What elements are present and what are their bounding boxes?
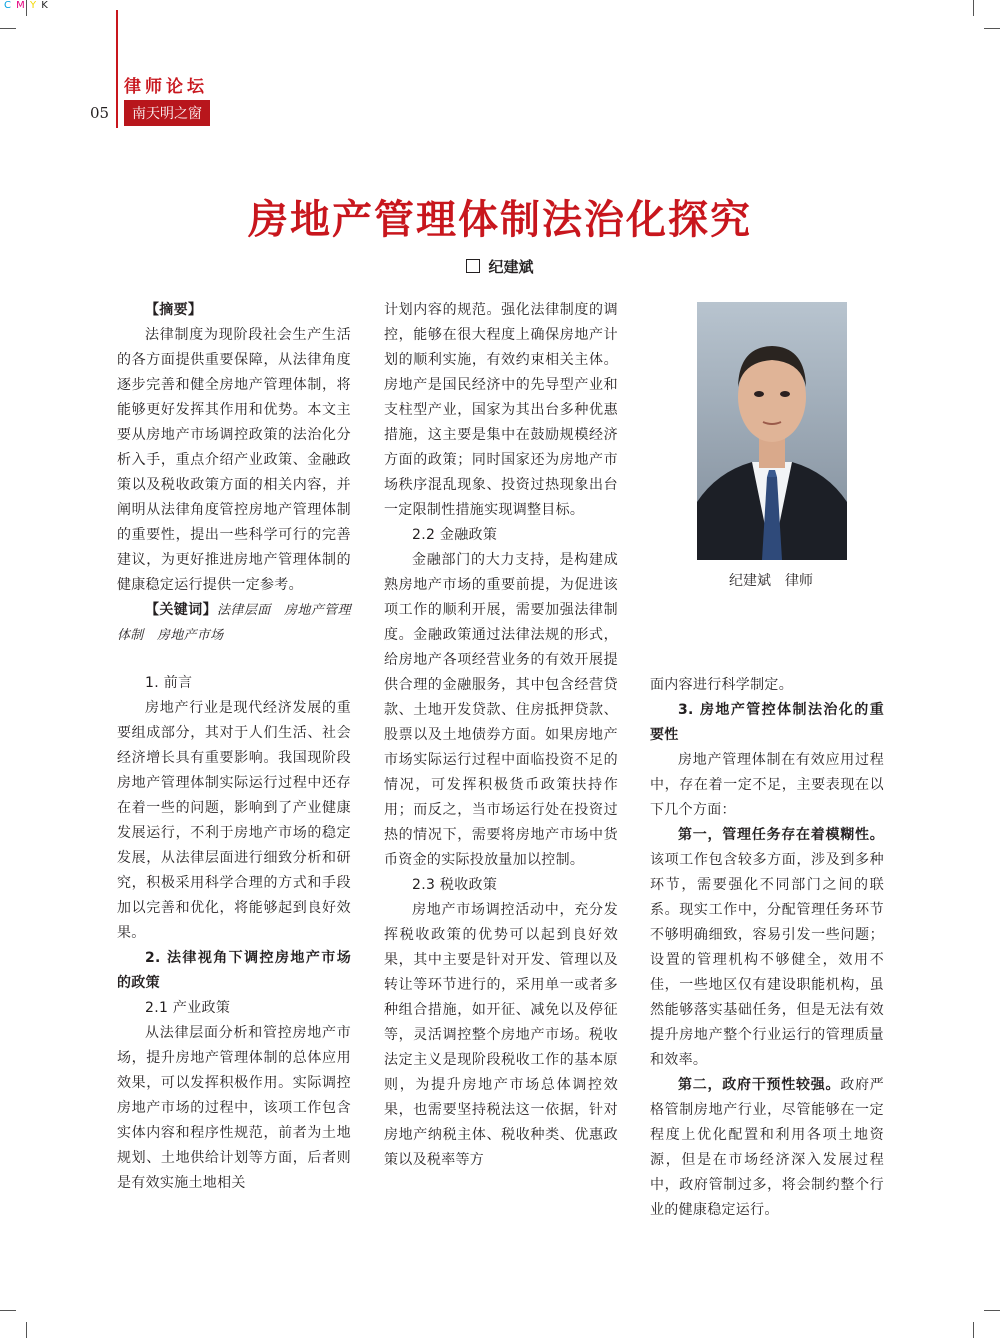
cmyk-color-bar: C M Y K bbox=[4, 0, 49, 11]
section-2-heading: 2. 法律视角下调控房地产市场的政策 bbox=[117, 950, 351, 991]
crop-mark bbox=[0, 1310, 16, 1311]
abstract-heading: 【摘要】 bbox=[145, 302, 203, 318]
section-2-2-heading: 2.2 金融政策 bbox=[412, 527, 498, 543]
point-1-lead: 第一，管理任务存在着模糊性。 bbox=[678, 827, 884, 843]
point-1 bbox=[650, 823, 884, 1073]
keywords-heading: 【关键词】 bbox=[145, 602, 218, 618]
article-title: 房地产管理体制法治化探究 bbox=[248, 197, 752, 243]
crop-mark bbox=[26, 1322, 27, 1338]
column-2 bbox=[384, 298, 618, 1173]
section-2-2-text: 金融部门的大力支持，是构建成熟房地产市场的重要前提，为促进该项工作的顺利开展，需要加强法律制度。金融政策通过法律法规的形式，给房地产各项经营业务的有效开展提供合理的金融服务，其中包含经营贷款、土地开发贷款、住房抵押贷款、股票以及土地债券方面。如果房地产市场实际运行过程中面临投资不足的情况，可发挥积极货币政策扶持作用；而反之，当市场运行处在投资过热的情况下，需要将房地产市场中货币资金的实际投放量加以控制。 bbox=[384, 552, 618, 868]
keywords-text: 法律层面 房地产管理体制 房地产市场 bbox=[117, 603, 351, 643]
column-tag: 南天明之窗 bbox=[124, 100, 210, 126]
crop-mark bbox=[984, 28, 1000, 29]
section-2-3-heading: 2.3 税收政策 bbox=[412, 877, 498, 893]
section-name: 律师论坛 bbox=[124, 77, 208, 97]
page-number: 05 bbox=[90, 104, 110, 122]
author-name: 纪建斌 bbox=[488, 258, 534, 276]
author-photo bbox=[697, 302, 847, 560]
section-2-1-text: 从法律层面分析和管控房地产市场，提升房地产管理体制的总体应用效果，可以发挥积极作用。实际调控房地产市场的过程中，该项工作包含实体内容和程序性规范，前者为土地规划、土地供给计划等方面，后者则是有效实施土地相关 bbox=[117, 1025, 351, 1191]
section-2-3-continued: 面内容进行科学制定。 bbox=[650, 677, 793, 693]
column-1 bbox=[117, 298, 351, 1196]
author-line bbox=[0, 256, 1000, 277]
crop-mark bbox=[0, 28, 16, 29]
section-2-1-continued: 计划内容的规范。强化法律制度的调控，能够在很大程度上确保房地产计划的顺利实施，有效约束相关主体。房地产是国民经济中的先导型产业和支柱型产业，国家为其出台多种优惠措施，这主要是集中在鼓励规模经济方面的政策；同时国家还为房地产市场秩序混乱现象、投资过热现象出台一定限制性措施实现调整目标。 bbox=[384, 302, 618, 518]
section-2-3-text: 房地产市场调控活动中，充分发挥税收政策的优势可以起到良好效果，其中主要是针对开发、管理以及转让等环节进行的，采用单一或者多种组合措施，如开征、减免以及停征等，灵活调控整个房地产市场。税收法定主义是现阶段税收工作的基本原则，为提升房地产市场总体调控效果，也需要坚持税法这一依据，针对房地产纳税主体、税收种类、优惠政策以及税率等方 bbox=[384, 902, 618, 1168]
point-1-text: 该项工作包含较多方面，涉及到多种环节，需要强化不同部门之间的联系。现实工作中，分配管理任务环节不够明确细致，容易引发一些问题；设置的管理机构不够健全，效用不佳，一些地区仅有建设职能机构，虽然能够落实基础任务，但是无法有效提升房地产整个行业运行的管理质量和效率。 bbox=[650, 852, 884, 1068]
section-1-heading: 1. 前言 bbox=[145, 675, 193, 691]
section-3-heading: 3. 房地产管控体制法治化的重要性 bbox=[650, 702, 884, 743]
abstract-text: 法律制度为现阶段社会生产生活的各方面提供重要保障，从法律角度逐步完善和健全房地产管理体制，将能够更好发挥其作用和优势。本文主要从房地产市场调控政策的法治化分析入手，重点介绍产业政策、金融政策以及税收政策方面的相关内容，并阐明从法律角度管控房地产管理体制的重要性，提出一些科学可行的完善建议，为更好推进房地产管理体制的健康稳定运行提供一定参考。 bbox=[117, 327, 351, 593]
header-rule bbox=[116, 10, 118, 128]
section-2-1-heading: 2.1 产业政策 bbox=[145, 1000, 231, 1016]
square-icon bbox=[466, 259, 480, 273]
photo-caption: 纪建斌 律师 bbox=[729, 573, 813, 589]
crop-mark bbox=[973, 1322, 974, 1338]
point-2 bbox=[650, 1073, 884, 1223]
keywords bbox=[117, 598, 351, 648]
section-1-text: 房地产行业是现代经济发展的重要组成部分，其对于人们生活、社会经济增长具有重要影响。我国现阶段房地产管理体制实际运行过程中还存在着一些的问题，影响到了产业健康发展运行，不利于房地产市场的稳定发展，从法律层面进行细致分析和研究，积极采用科学合理的方式和手段加以完善和优化，将能够起到良好效果。 bbox=[117, 700, 351, 941]
point-2-lead: 第二，政府干预性较强。 bbox=[678, 1077, 841, 1093]
column-3 bbox=[650, 673, 884, 1223]
point-2-text: 政府严格管制房地产行业，尽管能够在一定程度上优化配置和利用各项土地资源，但是在市场经济深入发展过程中，政府管制过多，将会制约整个行业的健康稳定运行。 bbox=[650, 1077, 884, 1218]
crop-mark bbox=[984, 1310, 1000, 1311]
crop-mark bbox=[973, 0, 974, 16]
section-3-text: 房地产管理体制在有效应用过程中，存在着一定不足，主要表现在以下几个方面： bbox=[650, 752, 884, 818]
crop-mark bbox=[26, 0, 27, 16]
